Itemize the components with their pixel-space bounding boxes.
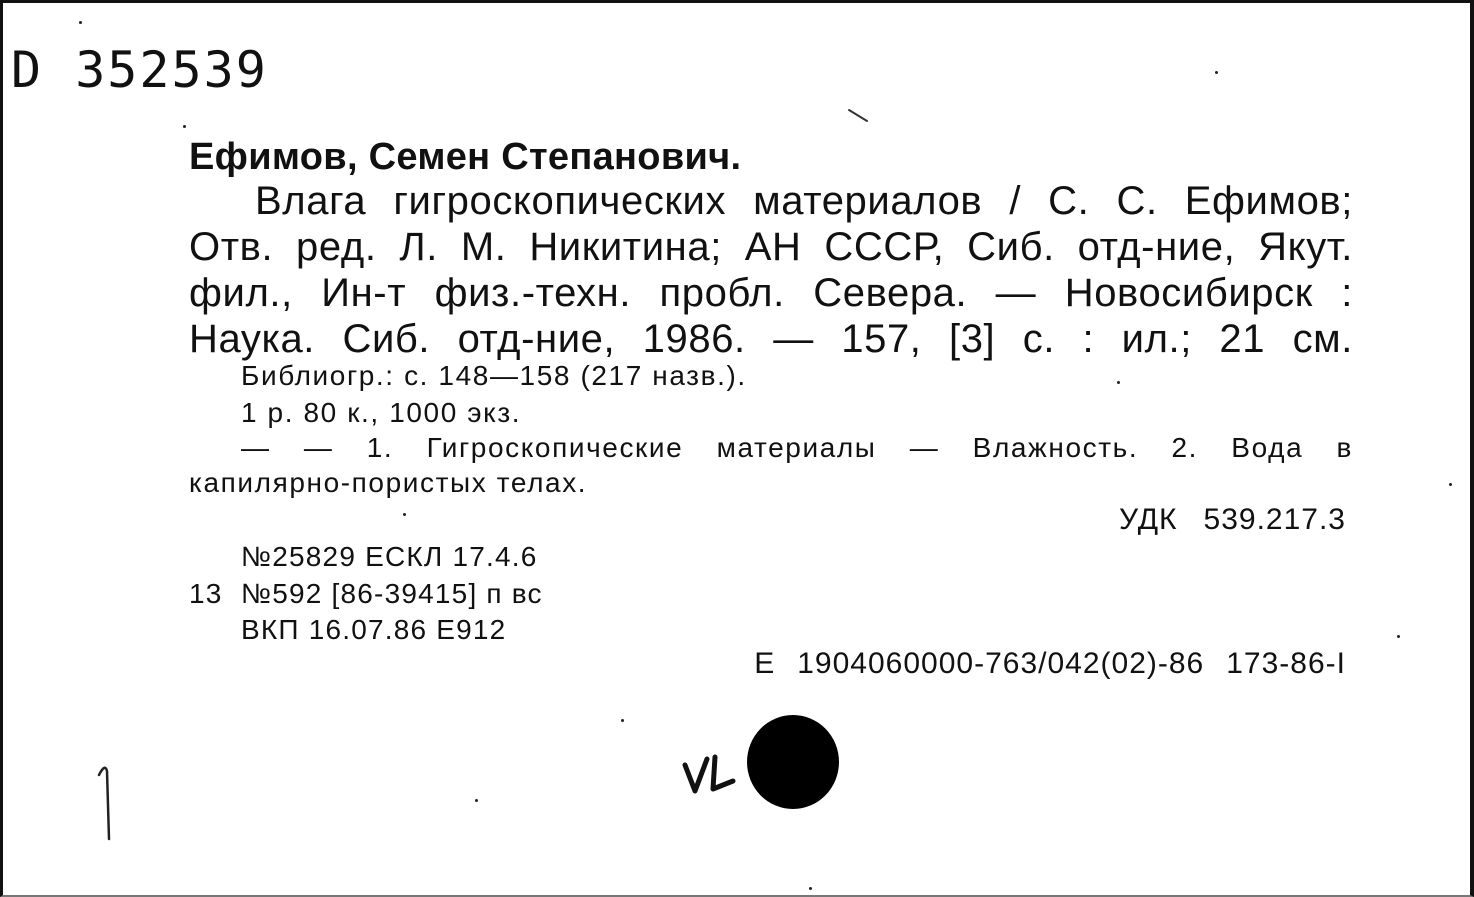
inventory-stamp: D 352539 (11, 41, 268, 99)
speck (1449, 483, 1452, 486)
classification-code (754, 647, 1346, 681)
subject-headings-line-2: капилярно-пористых телах. (189, 467, 588, 498)
classification-number: 173-86-I (1226, 647, 1346, 680)
speck (1117, 381, 1120, 384)
author-heading: Ефимов, Семен Степанович. (189, 136, 742, 178)
margin-pencil-mark (95, 761, 119, 843)
speck (1397, 635, 1400, 638)
description-line-2: Отв. ред. Л. М. Никитина; АН СССР, Сиб. отд-ние, Якут. (189, 225, 1353, 269)
classification-code-value: 1904060000-763/042(02)-86 (797, 647, 1205, 680)
registration-line-3: ВКП 16.07.86 Е912 (241, 614, 507, 645)
speck (809, 887, 812, 890)
handwritten-initials-mark (681, 751, 751, 801)
description-line-4: Наука. Сиб. отд-ние, 1986. — 157, [3] с. : ил.; 21 см. (189, 317, 1353, 361)
description-line-3: фил., Ин-т физ.-техн. пробл. Севера. — Новосибирск : (189, 271, 1353, 315)
udc-value: 539.217.3 (1203, 503, 1346, 536)
speck (79, 21, 82, 24)
registration-line-2-prefix: 13 (189, 578, 223, 609)
speck (183, 125, 186, 128)
classification-prefix: Е (754, 647, 776, 680)
udc-classification (1119, 503, 1346, 537)
speck (475, 799, 478, 802)
speck (621, 719, 624, 722)
punched-hole-dot (747, 715, 839, 809)
registration-line-2: №592 [86-39415] п вс (241, 578, 543, 609)
speck (403, 513, 406, 516)
registration-line-1: №25829 ЕСКЛ 17.4.6 (241, 541, 538, 572)
price-note: 1 р. 80 к., 1000 экз. (241, 397, 522, 428)
speck (1215, 71, 1218, 74)
udc-label: УДК (1119, 503, 1178, 536)
subject-headings-line-1: — — 1. Гигроскопические материалы — Влажность. 2. Вода в (241, 432, 1353, 463)
stray-mark (847, 107, 871, 125)
bibliography-note: Библиогр.: с. 148—158 (217 назв.). (241, 360, 747, 391)
description-line-1: Влага гигроскопических материалов / С. С. Ефимов; (255, 179, 1353, 223)
